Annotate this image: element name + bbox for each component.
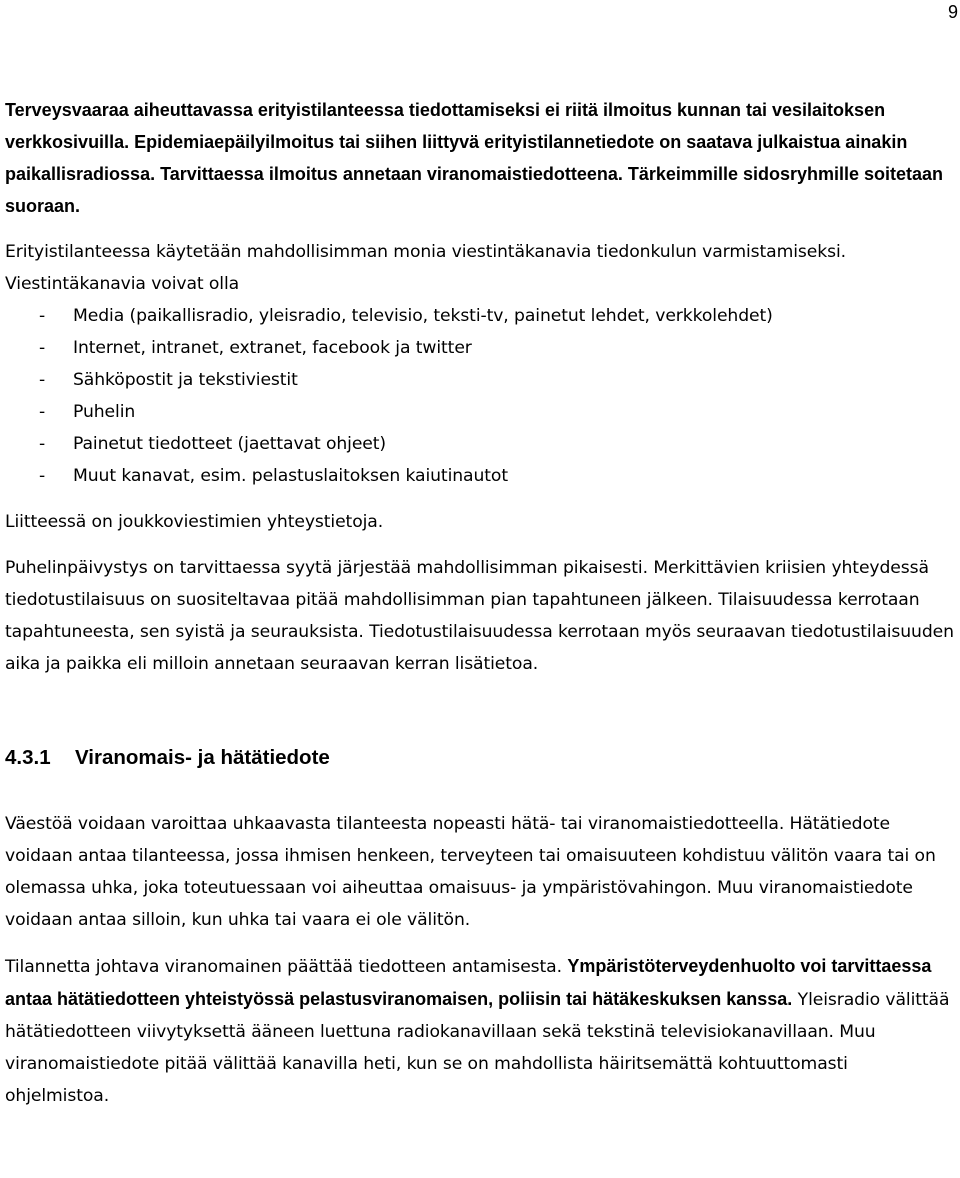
list-item-text: Painetut tiedotteet (jaettavat ohjeet) <box>73 434 387 454</box>
list-item <box>5 396 955 428</box>
phone-paragraph: Puhelinpäivystys on tarvittaessa syytä järjestää mahdollisimman pikaisesti. Merkittävien kriisien yhteydessä tiedotustilaisuus on suositeltavaa pitää mahdollisimman pian tapahtuneen jälkeen. Tilaisuudessa kerrotaan tapahtuneesta, sen syistä ja seurauksista. Tiedotustilaisuudessa kerrotaan myös seuraavan tiedotustilaisuuden aika ja paikka eli milloin annetaan seuraavan kerran lisätietoa. <box>5 558 954 674</box>
final-paragraph-part3: Yleisradio välittää hätätiedotteen viivytyksettä ääneen luettuna radiokanavillaan sekä tekstinä televisiokanavillaan. Muu viranomaistiedote pitää välittää kanavilla heti, kun se on mahdollista häiritsemättä kohtuuttomasti ohjelmistoa. <box>5 990 950 1106</box>
warning-paragraph: Väestöä voidaan varoittaa uhkaavasta tilanteesta nopeasti hätä- tai viranomaistiedotteella. Hätätiedote voidaan antaa tilanteessa, jossa ihmisen henkeen, terveyteen tai omaisuuteen kohdistuu välitön vaara tai on olemassa uhka, joka toteutuessaan voi aiheuttaa omaisuus- ja ympäristövahingon. Muu viranomaistiedote voidaan antaa silloin, kun uhka tai vaara ei ole välitön. <box>5 814 936 930</box>
list-item <box>5 460 955 492</box>
page-number: 9 <box>947 2 958 22</box>
list-item <box>5 332 955 364</box>
attachment-note: Liitteessä on joukkoviestimien yhteystietoja. <box>5 512 384 532</box>
dash-bullet: - <box>39 402 46 422</box>
final-paragraph-bold: Ympäristöterveydenhuolto voi tarvittaessa antaa hätätiedotteen yhteistyössä pelastusviranomaisen, poliisin tai hätäkeskuksen kanssa. <box>5 956 932 1009</box>
intro-bold-paragraph: Terveysvaaraa aiheuttavassa erityistilanteessa tiedottamiseksi ei riitä ilmoitus kunnan tai vesilaitoksen verkkosivuilla. Epidemiaepäilyilmoitus tai siihen liittyvä erityistilannetiedote on saatava julkaistua ainakin paikallisradiossa. Tarvittaessa ilmoitus annetaan viranomaistiedotteena. Tärkeimmille sidosryhmille soitetaan suoraan. <box>5 100 944 216</box>
list-item-text: Internet, intranet, extranet, facebook ja twitter <box>73 338 472 358</box>
section-number: 4.3.1 <box>5 746 51 769</box>
list-item <box>5 364 955 396</box>
final-paragraph-part1: Tilannetta johtava viranomainen päättää tiedotteen antamisesta. <box>5 957 568 977</box>
dash-bullet: - <box>39 338 46 358</box>
dash-bullet: - <box>39 306 46 326</box>
list-item <box>5 300 955 332</box>
list-item-text: Sähköpostit ja tekstiviestit <box>73 370 298 390</box>
list-item <box>5 428 955 460</box>
final-paragraph <box>5 950 955 1112</box>
list-item-text: Puhelin <box>73 402 136 422</box>
dash-bullet: - <box>39 466 46 486</box>
channel-list <box>5 300 955 492</box>
list-item-text: Media (paikallisradio, yleisradio, televisio, teksti-tv, painetut lehdet, verkkolehdet) <box>73 306 773 326</box>
channels-intro-paragraph: Erityistilanteessa käytetään mahdollisimman monia viestintäkanavia tiedonkulun varmistamiseksi. Viestintäkanavia voivat olla <box>5 242 846 294</box>
section-title: Viranomais- ja hätätiedote <box>75 746 330 769</box>
section-heading <box>5 742 955 774</box>
dash-bullet: - <box>39 434 46 454</box>
list-item-text: Muut kanavat, esim. pelastuslaitoksen kaiutinautot <box>73 466 508 486</box>
document-body <box>5 94 955 1112</box>
dash-bullet: - <box>39 370 46 390</box>
